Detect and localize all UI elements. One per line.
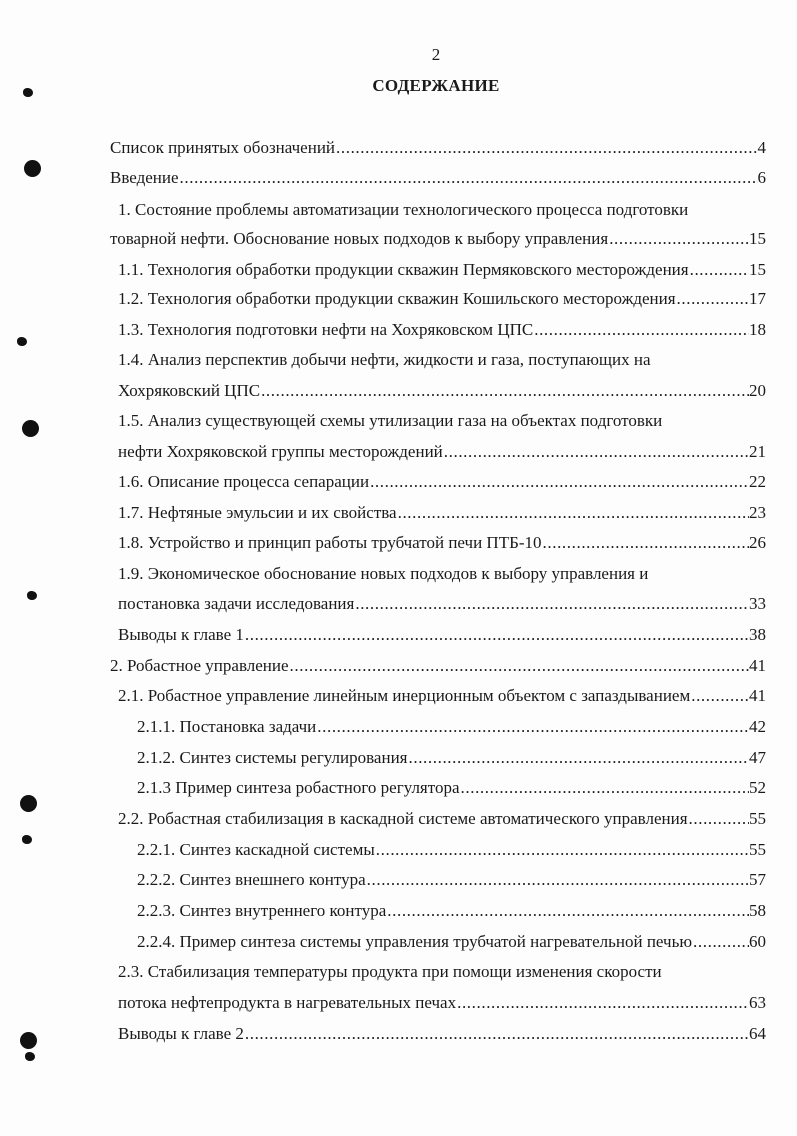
punch-hole-mark [24,160,41,177]
toc-entry [118,1023,766,1045]
toc-entry [137,900,766,922]
toc-entry-title: 1.2. Технология обработки продукции скважин Кошильского месторождения [118,289,676,308]
dot-leader [289,655,749,677]
toc-entry-line: 1.5. Анализ существующей схемы утилизации газа на объектах подготовки [118,411,663,430]
toc-entry-title: Выводы к главе 2 [118,1024,244,1043]
punch-hole-mark [20,795,37,812]
dot-leader [460,777,749,799]
toc-entry-line: 1.9. Экономическое обоснование новых подходов к выбору управления и [118,564,649,583]
toc-entry [137,931,766,953]
toc-entry [118,808,766,830]
toc-entry-page: 55 [749,809,766,828]
toc-entry-page: 18 [749,320,766,339]
toc-entry-page: 26 [749,533,766,552]
dot-leader [692,931,749,953]
punch-hole-mark [22,835,32,844]
toc-entry [118,471,766,493]
dot-leader [676,288,749,310]
toc-entry [137,716,766,738]
toc-entry-page: 21 [749,442,766,461]
toc-entry-line: 1. Состояние проблемы автоматизации технологического процесса подготовки [118,200,689,219]
toc-entry [137,839,766,861]
toc-entry-page: 22 [749,472,766,491]
toc-entry-title: 2.1. Робастное управление линейным инерционным объектом с запаздыванием [118,686,691,705]
toc-entry-title: 1.6. Описание процесса сепарации [118,472,370,491]
toc-entry-title: 2.2.1. Синтез каскадной системы [137,840,375,859]
dot-leader [244,1023,749,1045]
dot-leader [354,593,749,615]
dot-leader [244,624,749,646]
dot-leader [542,532,749,554]
toc-entry-page: 38 [749,625,766,644]
toc-entry [118,624,766,646]
toc-entry [118,593,766,615]
toc-entry-page: 52 [749,778,766,797]
dot-leader [533,319,749,341]
toc-entry-page: 42 [749,717,766,736]
toc-entry [110,137,766,159]
toc-entry-page: 17 [749,289,766,308]
toc-entry [118,319,766,341]
toc-entry-title: 1.3. Технология подготовки нефти на Хохряковском ЦПС [118,320,534,339]
dot-leader [608,228,749,250]
toc-entry [110,167,766,189]
dot-leader [316,716,749,738]
dot-leader [335,137,757,159]
dot-leader [366,869,749,891]
toc-entry-page: 63 [749,993,766,1012]
toc-entry-line: 2.3. Стабилизация температуры продукта при помощи изменения скорости [118,962,662,981]
toc-entry [118,532,766,554]
toc-entry-page: 41 [749,656,766,675]
toc-entry [118,288,766,310]
toc-entry-title: 2.1.2. Синтез системы регулирования [137,748,408,767]
toc-entry-page: 58 [749,901,766,920]
toc-entry-title: Выводы к главе 1 [118,625,244,644]
toc-entry [137,747,766,769]
punch-hole-mark [17,337,27,346]
toc-entry-title: 2.2.3. Синтез внутреннего контура [137,901,387,920]
page-title: СОДЕРЖАНИЕ [372,76,500,95]
toc-entry-title: нефти Хохряковской группы месторождений [118,442,443,461]
toc-entry-title: 2.1.3 Пример синтеза робастного регулятора [137,778,460,797]
toc-entry-title: 2.2. Робастная стабилизация в каскадной системе автоматического управления [118,809,688,828]
dot-leader [689,259,749,281]
punch-hole-mark [22,420,39,437]
toc-entry [137,869,766,891]
dot-leader [408,747,750,769]
dot-leader [397,502,749,524]
toc-entry-page: 23 [749,503,766,522]
toc-entry-title: товарной нефти. Обоснование новых подходов к выбору управления [110,229,609,248]
dot-leader [690,685,749,707]
toc-entry-title: 2.2.2. Синтез внешнего контура [137,870,366,889]
punch-hole-mark [20,1032,37,1049]
toc-entry [118,259,766,281]
toc-entry [118,992,766,1014]
toc-entry-title: Хохряковский ЦПС [118,381,261,400]
dot-leader [179,167,758,189]
toc-entry-line: 1.4. Анализ перспектив добычи нефти, жидкости и газа, поступающих на [118,350,651,369]
dot-leader [456,992,749,1014]
toc-entry-page: 55 [749,840,766,859]
page-number: 2 [431,45,441,64]
toc-entry [118,441,766,463]
toc-entry-title: 2.2.4. Пример синтеза системы управления трубчатой нагревательной печью [137,932,693,951]
toc-entry-title: Список принятых обозначений [110,138,336,157]
toc-entry [110,228,766,250]
toc-entry-title: 1.8. Устройство и принцип работы трубчатой печи ПТБ-10 [118,533,542,552]
toc-entry [118,380,766,402]
toc-entry-page: 6 [757,168,766,187]
toc-entry-page: 4 [757,138,766,157]
toc-entry-title: 1.1. Технология обработки продукции скважин Пермяковского месторождения [118,260,689,279]
toc-entry-page: 57 [749,870,766,889]
toc-entry-title: 2. Робастное управление [110,656,289,675]
toc-entry-title: 2.1.1. Постановка задачи [137,717,317,736]
toc-entry-page: 15 [749,260,766,279]
toc-entry-page: 33 [749,594,766,613]
toc-entry-page: 20 [749,381,766,400]
dot-leader [375,839,749,861]
toc-entry-page: 41 [749,686,766,705]
toc-entry [118,502,766,524]
dot-leader [688,808,749,830]
dot-leader [260,380,749,402]
toc-entry-title: Введение [110,168,179,187]
toc-entry-page: 60 [749,932,766,951]
toc-entry-title: потока нефтепродукта в нагревательных печах [118,993,457,1012]
dot-leader [369,471,749,493]
punch-hole-mark [27,591,37,600]
toc-entry [110,655,766,677]
punch-hole-mark [25,1052,35,1061]
dot-leader [386,900,749,922]
toc-entry [137,777,766,799]
toc-entry-page: 47 [749,748,766,767]
toc-entry-title: постановка задачи исследования [118,594,355,613]
toc-entry [118,685,766,707]
dot-leader [443,441,749,463]
toc-entry-page: 64 [749,1024,766,1043]
toc-entry-page: 15 [749,229,766,248]
toc-entry-title: 1.7. Нефтяные эмульсии и их свойства [118,503,397,522]
